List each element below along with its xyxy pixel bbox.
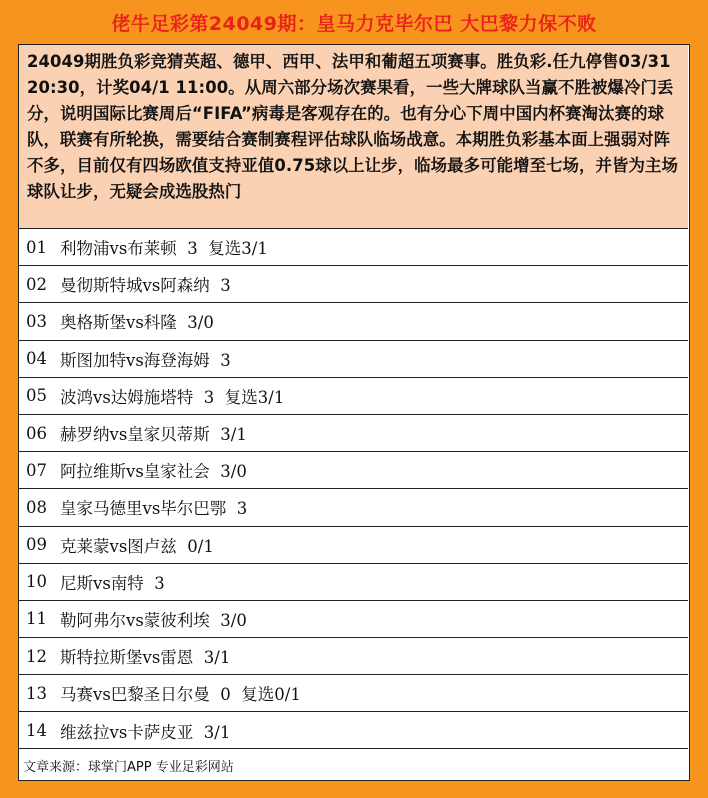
match-number: 01: [26, 237, 47, 257]
match-text: 维兹拉vs卡萨皮亚 3/1: [60, 722, 231, 742]
match-number: 08: [26, 497, 47, 517]
match-row: [19, 451, 688, 488]
match-text: 阿拉维斯vs皇家社会 3/0: [60, 462, 247, 482]
match-row: [19, 711, 688, 748]
match-text: 尼斯vs南特 3: [60, 573, 165, 593]
match-row: [19, 302, 688, 339]
match-row: [19, 488, 688, 525]
match-text: 勒阿弗尔vs蒙彼利埃 3/0: [60, 610, 247, 630]
match-text: 斯图加特vs海登海姆 3: [60, 350, 231, 370]
match-list: [19, 228, 688, 749]
match-number: 11: [26, 609, 47, 629]
match-text: 马赛vs巴黎圣日尔曼 0 复选0/1: [60, 685, 301, 705]
match-text: 波鸿vs达姆施塔特 3 复选3/1: [60, 387, 285, 407]
match-text: 皇家马德里vs毕尔巴鄂 3: [60, 499, 248, 519]
match-number: 05: [26, 386, 47, 406]
match-number: 06: [26, 423, 47, 443]
source-footer: 文章来源：球掌门APP 专业足彩网站: [19, 748, 688, 781]
prediction-board: [18, 44, 690, 781]
match-row: [19, 377, 688, 414]
match-row: [19, 340, 688, 377]
match-text: 曼彻斯特城vs阿森纳 3: [60, 276, 231, 296]
match-row: [19, 674, 688, 711]
match-number: 10: [26, 572, 47, 592]
match-number: 09: [26, 535, 47, 555]
match-number: 04: [26, 349, 47, 369]
match-number: 12: [26, 646, 47, 666]
match-row: [19, 228, 688, 265]
match-text: 奥格斯堡vs科隆 3/0: [60, 313, 214, 333]
match-number: 14: [26, 721, 47, 741]
match-row: [19, 637, 688, 674]
page-title: 佬牛足彩第24049期：皇马力克毕尔巴 大巴黎力保不败: [111, 12, 597, 35]
match-number: 07: [26, 460, 47, 480]
match-number: 03: [26, 311, 47, 331]
match-row: [19, 265, 688, 302]
match-row: [19, 414, 688, 451]
match-number: 13: [26, 683, 47, 703]
match-text: 赫罗纳vs皇家贝蒂斯 3/1: [60, 425, 247, 445]
match-text: 斯特拉斯堡vs雷恩 3/1: [60, 648, 231, 668]
intro-paragraph: 24049期胜负彩竞猜英超、德甲、西甲、法甲和葡超五项赛事。胜负彩.任九停售03/31 20:30，计奖04/1 11:00。从周六部分场次赛果看，一些大牌球队当赢不胜被爆冷门丢分，说明国际比赛周后“FIFA”病毒是客观存在的。也有分心下周中国内杯赛淘汰赛的球队，联赛有所轮换，需要结合赛制赛程评估球队临场战意。本期胜负彩基本面上强弱对阵不多，目前仅有四场欧值支持亚值0.75球以上让步，临场最多可能增至七场，并皆为主场球队让步，无疑会成选股热门: [19, 45, 688, 228]
match-text: 利物浦vs布莱顿 3 复选3/1: [60, 239, 268, 259]
match-row: [19, 563, 688, 600]
match-row: [19, 526, 688, 563]
match-row: [19, 600, 688, 637]
match-text: 克莱蒙vs图卢兹 0/1: [60, 536, 214, 556]
match-number: 02: [26, 274, 47, 294]
